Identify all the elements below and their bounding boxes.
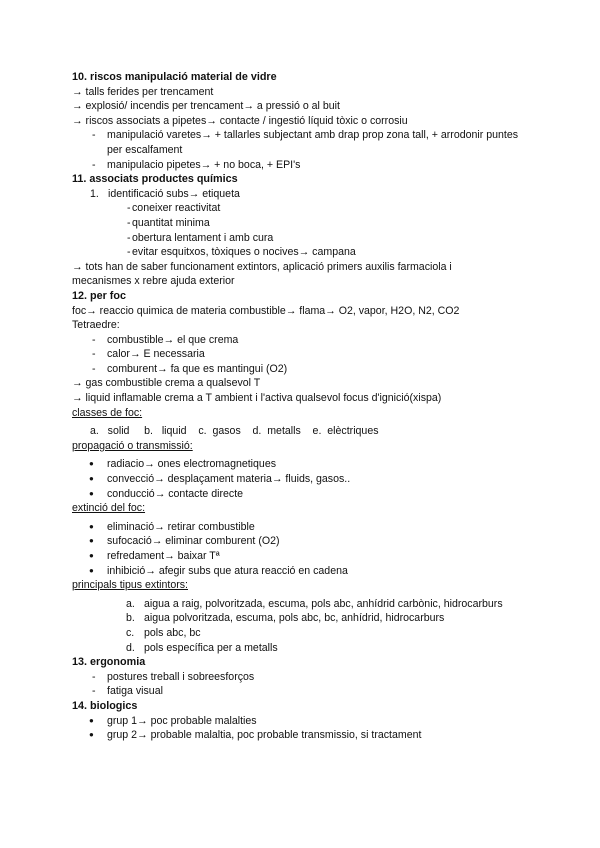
text-paragraph: → tots han de saber funcionament extintors, aplicació primers auxilis farmaciola i mecanismes x rebre ajuda exterior [72, 260, 452, 288]
dash-item: - comburent→ fa que es mantingui (O2) [72, 362, 532, 377]
bullet-item: ● grup 1→ poc probable malalties [72, 714, 532, 729]
lettered-item-text: aigua polvoritzada, escuma, pols abc, bc, anhídrid, hidrocarburs [144, 612, 445, 625]
lettered-item [72, 611, 532, 626]
bullet-item: ● sufocació→ eliminar comburent (O2) [72, 534, 532, 549]
lettered-item [72, 626, 532, 641]
list-letter: a. [126, 597, 135, 610]
dash-item: - manipulació varetes→ + tallarles subjectant amb drap prop zona tall, + arrodonir puntes per escalfament [72, 128, 527, 157]
section-13-title: 13. ergonomia [72, 656, 146, 669]
extinguisher-types-heading: principals tipus extintors: [72, 579, 188, 592]
lettered-item-text: aigua a raig, polvoritzada, escuma, pols abc, anhídrid carbònic, hidrocarburs [144, 597, 503, 610]
sub-dash-item: - quantitat minima [72, 216, 532, 231]
text-line: → liquid inflamable crema a T ambient i l'activa qualsevol focus d'ignició(xispa) [72, 392, 442, 405]
text-line: foc→ reaccio quimica de materia combustible→ flama→ O2, vapor, H2O, N2, CO2 [72, 304, 460, 317]
section-10-title: 10. riscos manipulació material de vidre [72, 71, 277, 83]
dash-item: - manipulacio pipetes→ + no boca, + EPI's [72, 158, 532, 173]
classes-list: a. solid b. liquid c. gasos d. metalls e. elèctriques [90, 425, 379, 438]
lettered-item [72, 641, 532, 656]
classes-heading: classes de foc: [72, 406, 143, 419]
lettered-item [72, 597, 532, 612]
dash-item: - fatiga visual [72, 684, 532, 699]
text-line: → explosió/ incendis per trencament→ a pressió o al buit [72, 100, 340, 113]
bullet-item: ● grup 2→ probable malaltia, poc probable transmissio, si tractament [72, 728, 532, 743]
numbered-item [72, 187, 532, 202]
list-number: 1. [90, 187, 99, 200]
bullet-item: ● radiacio→ ones electromagnetiques [72, 457, 532, 472]
dash-item: - combustible→ el que crema [72, 333, 532, 348]
text-line: → riscos associats a pipetes→ contacte / ingestió líquid tòxic o corrosiu [72, 114, 408, 127]
section-11-title: 11. associats productes químics [72, 173, 238, 186]
section-14-title: 14. biologics [72, 699, 138, 712]
sub-dash-item: - evitar esquitxos, tòxiques o nocives→ campana [72, 245, 532, 260]
text-line: Tetraedre: [72, 319, 120, 332]
dash-item: - postures treball i sobreesforços [72, 670, 532, 685]
propagation-heading: propagació o transmissió: [72, 439, 193, 452]
numbered-item-text: identificació subs→ etiqueta [108, 187, 240, 200]
extinction-heading: extinció del foc: [72, 502, 146, 515]
bullet-item: ● conducció→ contacte directe [72, 487, 532, 502]
document-page [72, 70, 532, 743]
lettered-item-text: pols abc, bc [144, 626, 201, 639]
bullet-item: ● refredament→ baixar Tª [72, 549, 532, 564]
bullet-item: ● inhibició→ afegir subs que atura reacció en cadena [72, 564, 532, 579]
text-line: → gas combustible crema a qualsevol T [72, 377, 261, 390]
section-12-title: 12. per foc [72, 289, 127, 302]
sub-dash-item: - obertura lentament i amb cura [72, 231, 532, 246]
bullet-item: ● convecció→ desplaçament materia→ fluids, gasos.. [72, 472, 532, 487]
bullet-item: ● eliminació→ retirar combustible [72, 520, 532, 535]
lettered-item-text: pols específica per a metalls [144, 641, 278, 654]
list-letter: b. [126, 612, 135, 625]
list-letter: d. [126, 641, 135, 654]
list-letter: c. [126, 626, 135, 639]
sub-dash-item: - coneixer reactivitat [72, 201, 532, 216]
text-line: → talls ferides per trencament [72, 85, 214, 98]
dash-item: - calor→ E necessaria [72, 347, 532, 362]
